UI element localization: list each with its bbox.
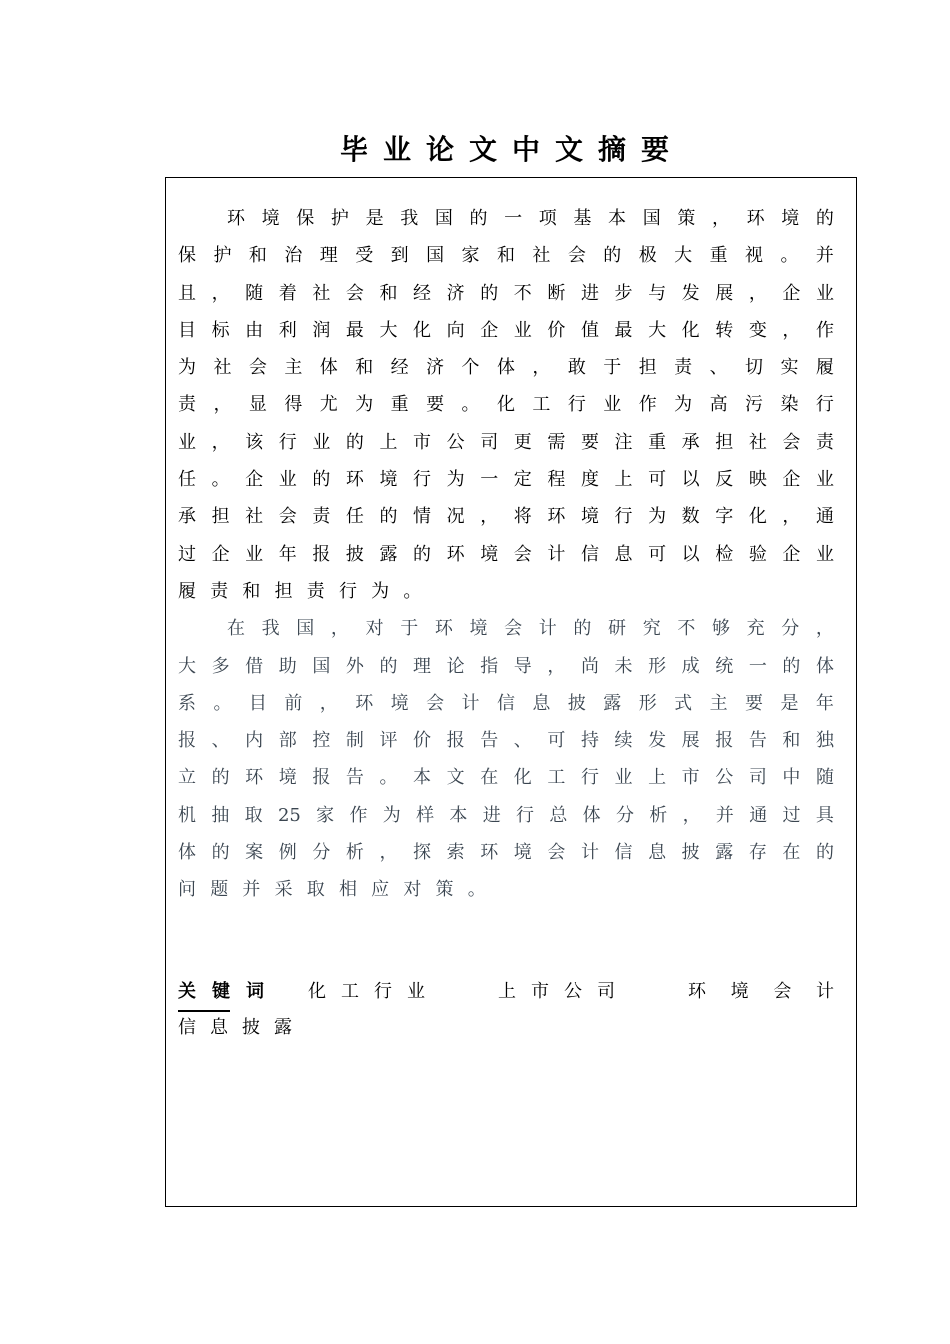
text-line: 任 。 企 业 的 环 境 行 为 一 定 程 度 上 可 以 反 映 企 业 [178,469,834,491]
text-line: 在 我 国 ， 对 于 环 境 会 计 的 研 究 不 够 充 分 ， [227,618,834,640]
text-line: 机 抽 取 25 家 作 为 样 本 进 行 总 体 分 析 ， 并 通 过 具 [178,804,834,826]
keyword-item: 上市公司 [498,981,630,1002]
abstract-body [178,200,834,909]
keywords-label: 关键词 [178,974,308,1010]
keywords-section [178,974,834,1046]
keyword-item: 环 境 会 计 [688,981,834,1002]
keywords-line [178,974,834,1010]
text-line: 环 境 保 护 是 我 国 的 一 项 基 本 国 策 ， 环 境 的 [227,208,834,229]
text-line: 问 题 并 采 取 相 应 对 策 。 [178,879,486,901]
keywords-line-continued [178,1010,834,1046]
text-line: 责 ， 显 得 尤 为 重 要 。 化 工 行 业 作 为 高 污 染 行 [178,394,834,416]
text-line: 目 标 由 利 润 最 大 化 向 企 业 价 值 最 大 化 转 变 ， 作 [178,319,834,341]
keyword-item: 化工行业 [308,981,440,1002]
text-line: 业 ， 该 行 业 的 上 市 公 司 更 需 要 注 重 承 担 社 会 责 [178,431,834,453]
text-line: 体 的 案 例 分 析 ， 探 索 环 境 会 计 信 息 披 露 存 在 的 [178,842,834,864]
paragraph-1 [178,200,834,610]
text-line: 为 社 会 主 体 和 经 济 个 体 ， 敢 于 担 责 、 切 实 履 [178,357,834,379]
text-line: 承 担 社 会 责 任 的 情 况 ， 将 环 境 行 为 数 字 化 ， 通 [178,506,834,528]
text-line: 大 多 借 助 国 外 的 理 论 指 导 ， 尚 未 形 成 统 一 的 体 [178,655,834,677]
page-title: 毕业论文中文摘要 [339,133,684,166]
text-line: 报 、 内 部 控 制 评 价 报 告 、 可 持 续 发 展 报 告 和 独 [178,730,834,752]
keyword-item: 信息披露 [178,1017,306,1038]
text-line: 过 企 业 年 报 披 露 的 环 境 会 计 信 息 可 以 检 验 企 业 [178,543,834,565]
text-line: 立 的 环 境 报 告 。 本 文 在 化 工 行 业 上 市 公 司 中 随 [178,767,834,789]
text-line: 保 护 和 治 理 受 到 国 家 和 社 会 的 极 大 重 视 。 并 [178,245,834,267]
text-line: 系 。 目 前 ， 环 境 会 计 信 息 披 露 形 式 主 要 是 年 [178,692,834,714]
paragraph-2 [178,610,834,908]
text-line: 且 ， 随 着 社 会 和 经 济 的 不 断 进 步 与 发 展 ， 企 业 [178,282,834,304]
text-line: 履 责 和 担 责 行 为 。 [178,580,422,602]
